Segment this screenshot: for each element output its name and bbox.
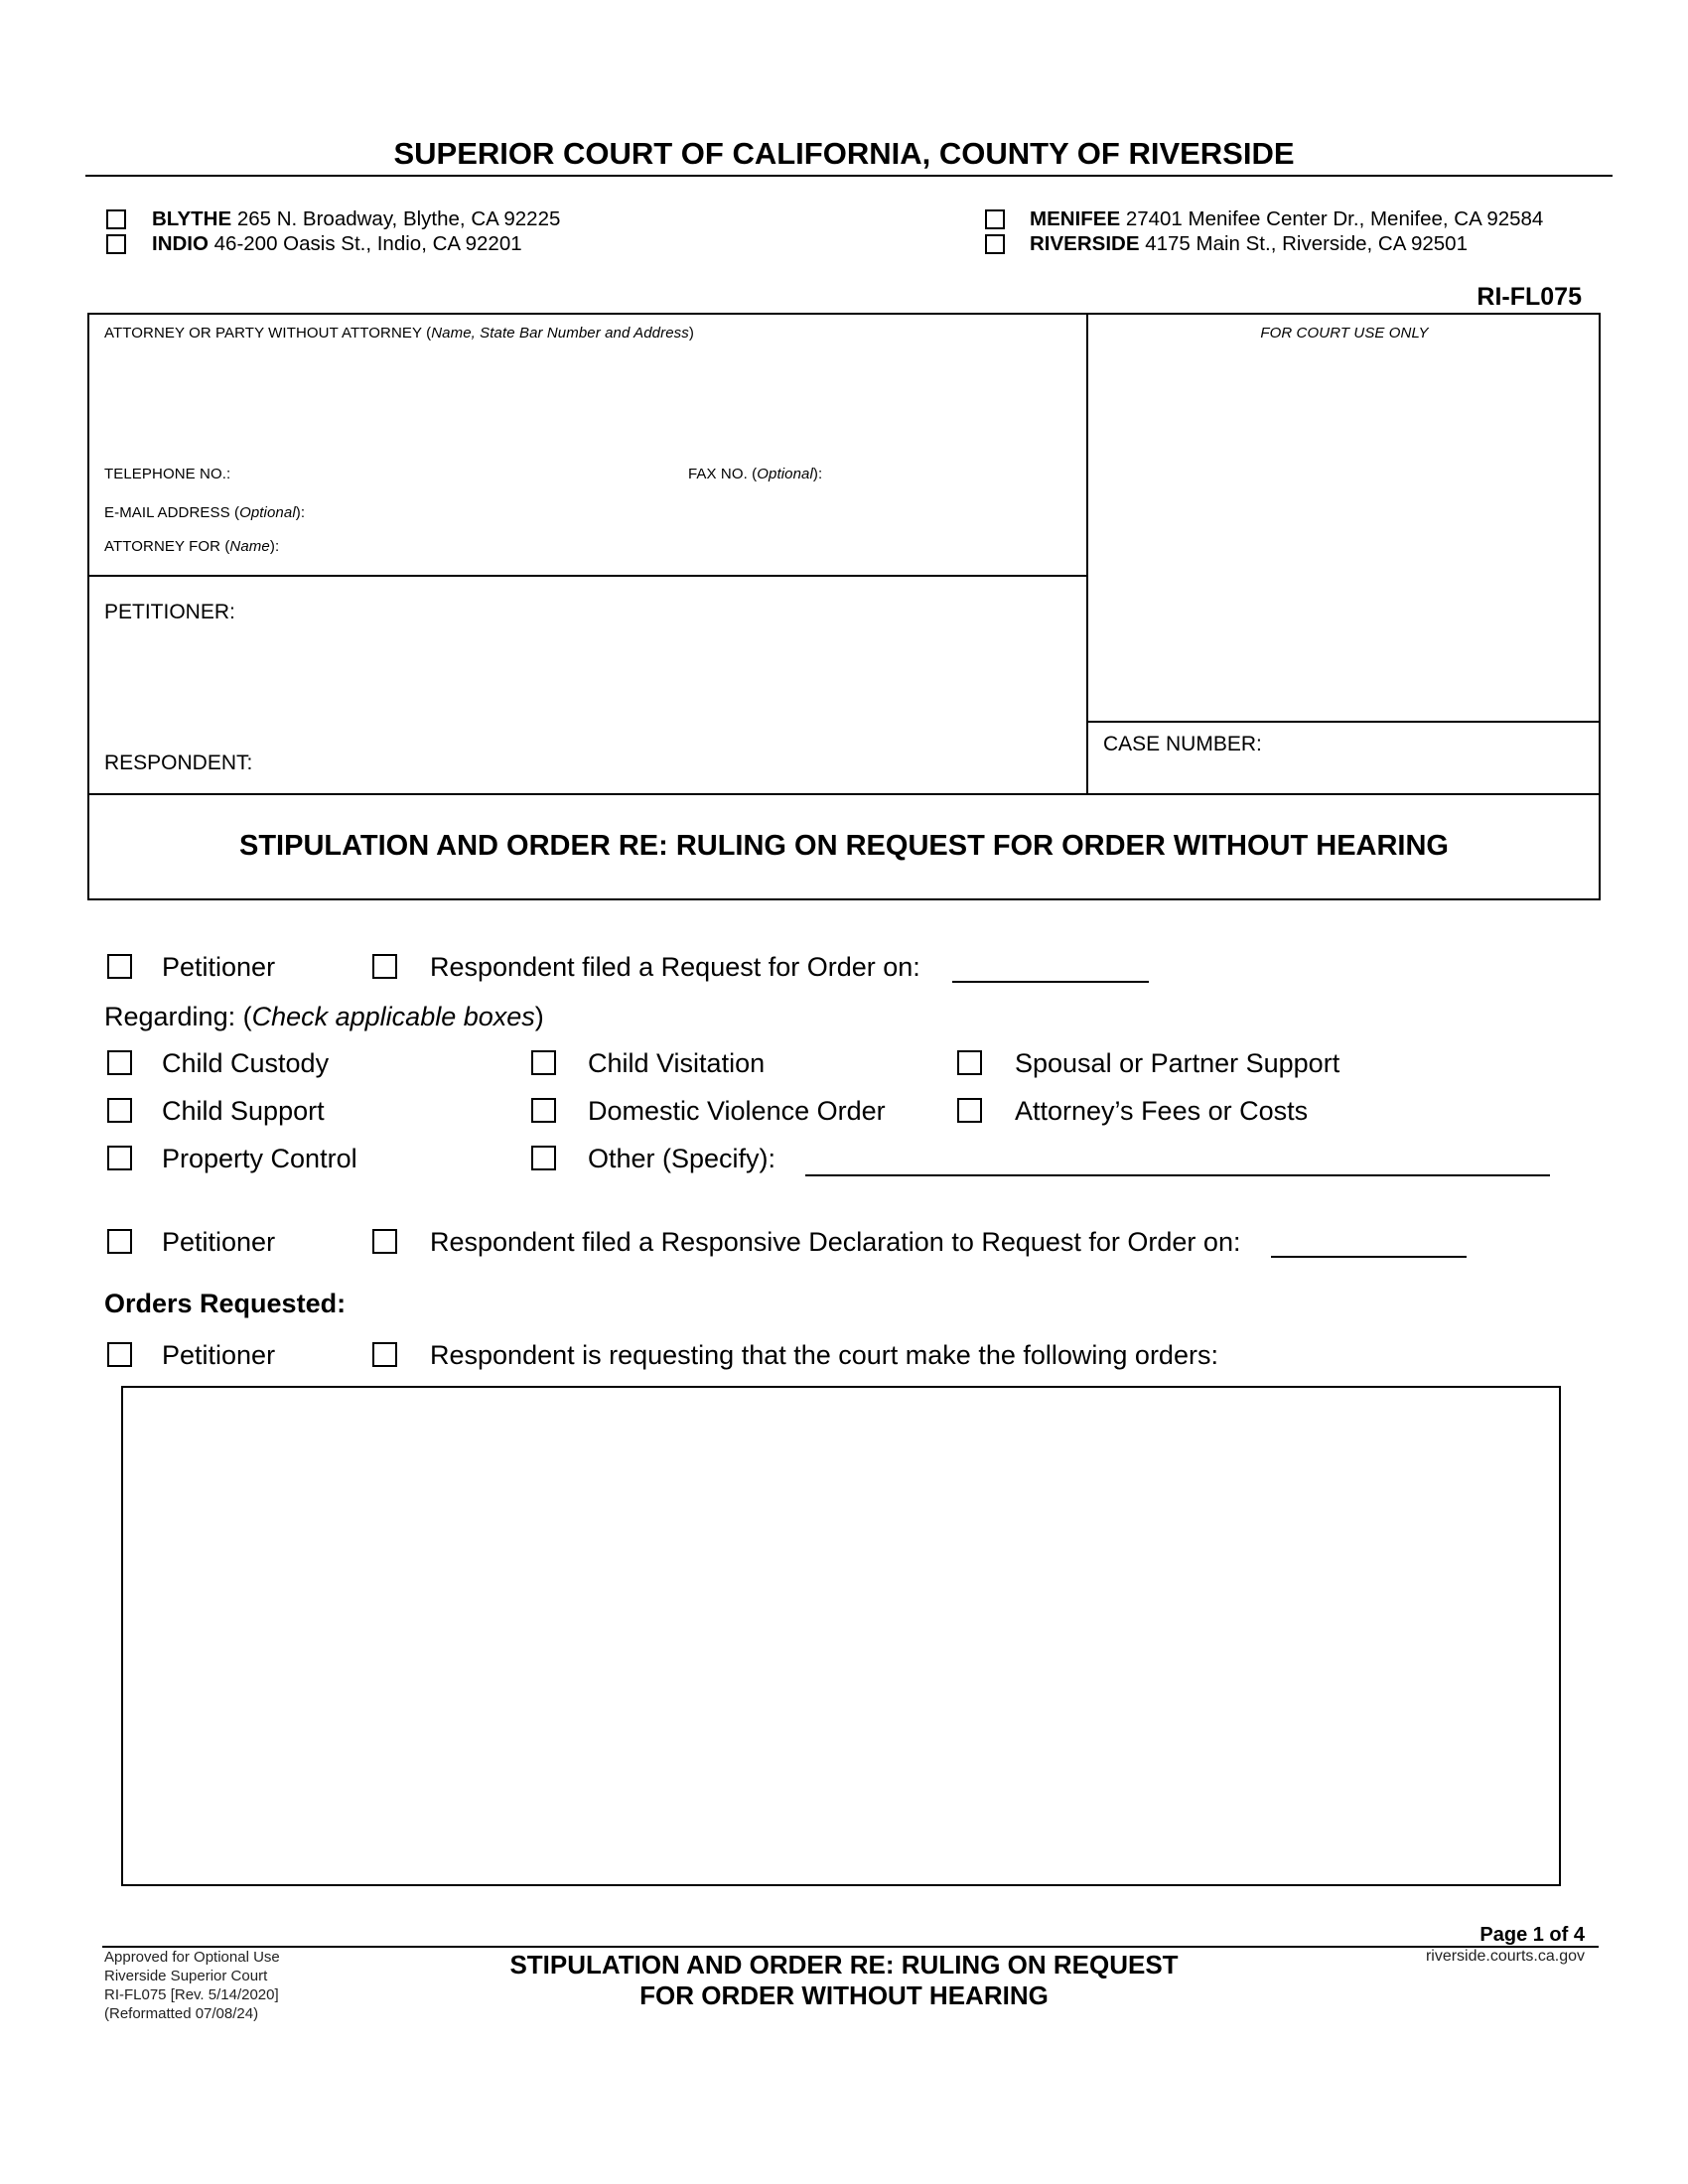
orders-respondent-checkbox[interactable] [372,1342,397,1367]
case-number-label: CASE NUMBER: [1103,733,1262,755]
petitioner-label: PETITIONER: [104,601,235,623]
page-number: Page 1 of 4 [1479,1924,1585,1946]
title-row-divider [87,793,1601,795]
email-label: E-MAIL ADDRESS (Optional): [104,504,306,521]
property-control-label: Property Control [162,1144,357,1173]
footer-approved-line: Riverside Superior Court [104,1968,268,1984]
orders-requesting-label: Respondent is requesting that the court make the following orders: [430,1340,1218,1370]
court-title: SUPERIOR COURT OF CALIFORNIA, COUNTY OF RIVERSIDE [393,136,1295,171]
other-checkbox[interactable] [531,1146,556,1170]
indio-location: INDIO 46-200 Oasis St., Indio, CA 92201 [152,232,522,255]
rfo-petitioner-label: Petitioner [162,952,276,982]
attorney-for-label: ATTORNEY FOR (Name): [104,538,280,555]
court-use-label: FOR COURT USE ONLY [1260,325,1429,341]
indio-checkbox[interactable] [106,234,126,254]
orders-petitioner-label: Petitioner [162,1340,276,1370]
rfo-date-line[interactable] [952,981,1149,983]
footer-website: riverside.courts.ca.gov [1425,1948,1585,1965]
blythe-location: BLYTHE 265 N. Broadway, Blythe, CA 92225 [152,207,561,230]
domestic-violence-label: Domestic Violence Order [588,1096,886,1126]
child-custody-checkbox[interactable] [107,1050,132,1075]
form-number: RI-FL075 [1477,283,1582,311]
respondent-label: RESPONDENT: [104,751,253,774]
response-petitioner-checkbox[interactable] [107,1229,132,1254]
child-visitation-checkbox[interactable] [531,1050,556,1075]
footer-approved-line: RI-FL075 [Rev. 5/14/2020] [104,1986,279,2003]
property-control-checkbox[interactable] [107,1146,132,1170]
attorney-fees-checkbox[interactable] [957,1098,982,1123]
rfo-petitioner-checkbox[interactable] [107,954,132,979]
menifee-location: MENIFEE 27401 Menifee Center Dr., Menifee, CA 92584 [1030,207,1544,230]
riverside-checkbox[interactable] [985,234,1005,254]
rfo-respondent-checkbox[interactable] [372,954,397,979]
footer-approved-line: Approved for Optional Use [104,1949,280,1966]
response-filed-label: Respondent filed a Responsive Declaration to Request for Order on: [430,1227,1241,1257]
caption-box [87,313,1601,900]
child-support-checkbox[interactable] [107,1098,132,1123]
attorney-fees-label: Attorney’s Fees or Costs [1015,1096,1309,1126]
header-rule [85,175,1613,177]
child-visitation-label: Child Visitation [588,1048,766,1078]
domestic-violence-checkbox[interactable] [531,1098,556,1123]
other-label: Other (Specify): [588,1144,776,1173]
response-petitioner-label: Petitioner [162,1227,276,1257]
response-date-line[interactable] [1271,1256,1467,1258]
form-title: STIPULATION AND ORDER RE: RULING ON REQUEST FOR ORDER WITHOUT HEARING [239,830,1449,862]
footer-approved-line: (Reformatted 07/08/24) [104,2005,259,2022]
telephone-label: TELEPHONE NO.: [104,466,231,482]
menifee-checkbox[interactable] [985,209,1005,229]
fax-label: FAX NO. (Optional): [688,466,823,482]
attorney-label: ATTORNEY OR PARTY WITHOUT ATTORNEY (Name, State Bar Number and Address) [104,325,694,341]
child-custody-label: Child Custody [162,1048,330,1078]
caption-divider-v [1086,313,1088,795]
rfo-filed-label: Respondent filed a Request for Order on: [430,952,920,982]
riverside-location: RIVERSIDE 4175 Main St., Riverside, CA 92501 [1030,232,1468,255]
attorney-divider [87,575,1088,577]
response-respondent-checkbox[interactable] [372,1229,397,1254]
spousal-support-label: Spousal or Partner Support [1015,1048,1340,1078]
regarding-label: Regarding: (Check applicable boxes) [104,1002,544,1031]
child-support-label: Child Support [162,1096,325,1126]
orders-requested-heading: Orders Requested: [104,1289,347,1318]
orders-text-area[interactable] [121,1386,1561,1886]
orders-petitioner-checkbox[interactable] [107,1342,132,1367]
footer-approved-block [104,1948,280,2023]
blythe-checkbox[interactable] [106,209,126,229]
footer-form-title: STIPULATION AND ORDER RE: RULING ON REQUEST FOR ORDER WITHOUT HEARING [509,1950,1179,2010]
other-specify-line[interactable] [805,1174,1550,1176]
spousal-support-checkbox[interactable] [957,1050,982,1075]
court-use-divider [1086,721,1601,723]
